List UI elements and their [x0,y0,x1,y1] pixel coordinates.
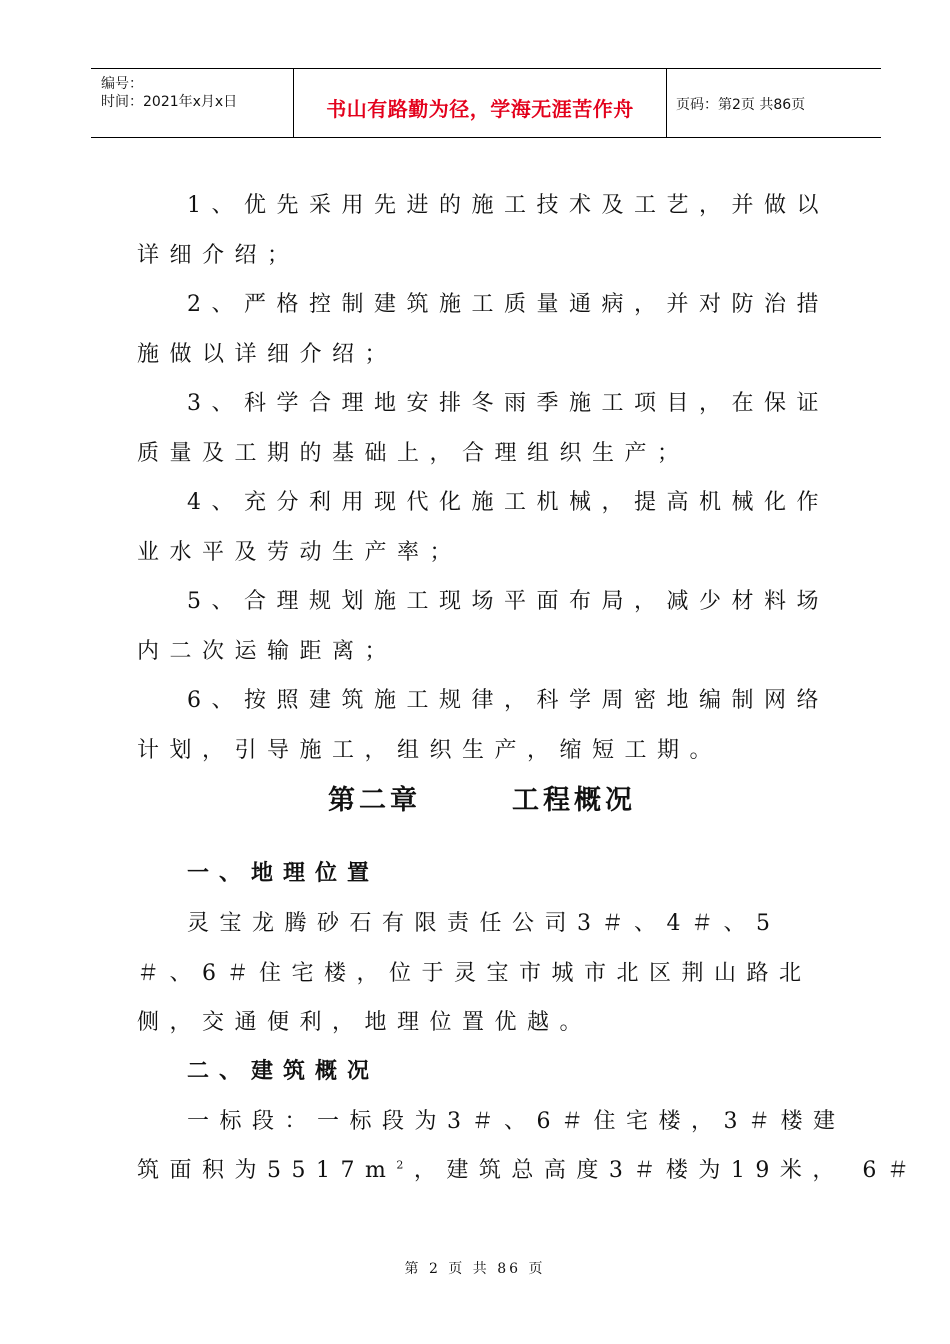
body-line: 业水平及劳动生产率； [137,540,463,565]
header-motto: 书山有路勤为径，学海无涯苦作舟 [326,97,634,121]
header-meta-cell [91,69,293,137]
body-line-area [137,1153,920,1184]
document-header [91,68,881,138]
body-line: 4、充分利用现代化施工机械，提高机械化作 [187,490,829,515]
chapter-number: 第二章 [328,785,421,816]
chapter-title: 工程概况 [512,785,636,816]
body-line: 6、按照建筑施工规律，科学周密地编制网络 [187,688,829,713]
body-line: 质量及工期的基础上，合理组织生产； [137,441,690,466]
body-line: 计划，引导施工，组织生产，缩短工期。 [137,738,723,763]
section-heading: 二、建筑概况 [187,1059,380,1084]
body-line: 施做以详细介绍； [137,342,398,367]
body-line: 3、科学合理地安排冬雨季施工项目，在保证 [187,391,829,416]
header-page-label: 页码：第2页 共86页 [676,97,806,113]
body-line: 一标段：一标段为3＃、6＃住宅楼，3＃楼建 [187,1109,846,1134]
body-line: 2、严格控制建筑施工质量通病，并对防治措 [187,292,829,317]
page-footer: 第 2 页 共 86 页 [404,1261,546,1277]
header-number-label: 编号： [101,76,143,92]
body-line: 内二次运输距离； [137,639,398,664]
body-line: 1、优先采用先进的施工技术及工艺，并做以 [187,193,829,218]
header-time-label: 时间：2021年x月x日 [101,94,238,110]
header-motto-cell [293,69,667,137]
body-line: 详细介绍； [137,243,300,268]
body-line: 侧，交通便利，地理位置优越。 [137,1010,593,1035]
body-line: 5、合理规划施工现场平面布局，减少材料场 [187,589,829,614]
section-heading: 一、地理位置 [187,861,380,886]
header-page-cell [666,69,881,137]
area-text: 筑面积为5517m [137,1158,397,1183]
area-superscript: 2 [396,1158,414,1172]
body-line: ＃、6＃住宅楼，位于灵宝市城市北区荆山路北 [137,961,812,986]
body-line: 灵宝龙腾砂石有限责任公司3＃、4＃、5 [187,911,781,936]
height-text: ，建筑总高度3＃楼为19米， 6＃ [413,1158,920,1183]
